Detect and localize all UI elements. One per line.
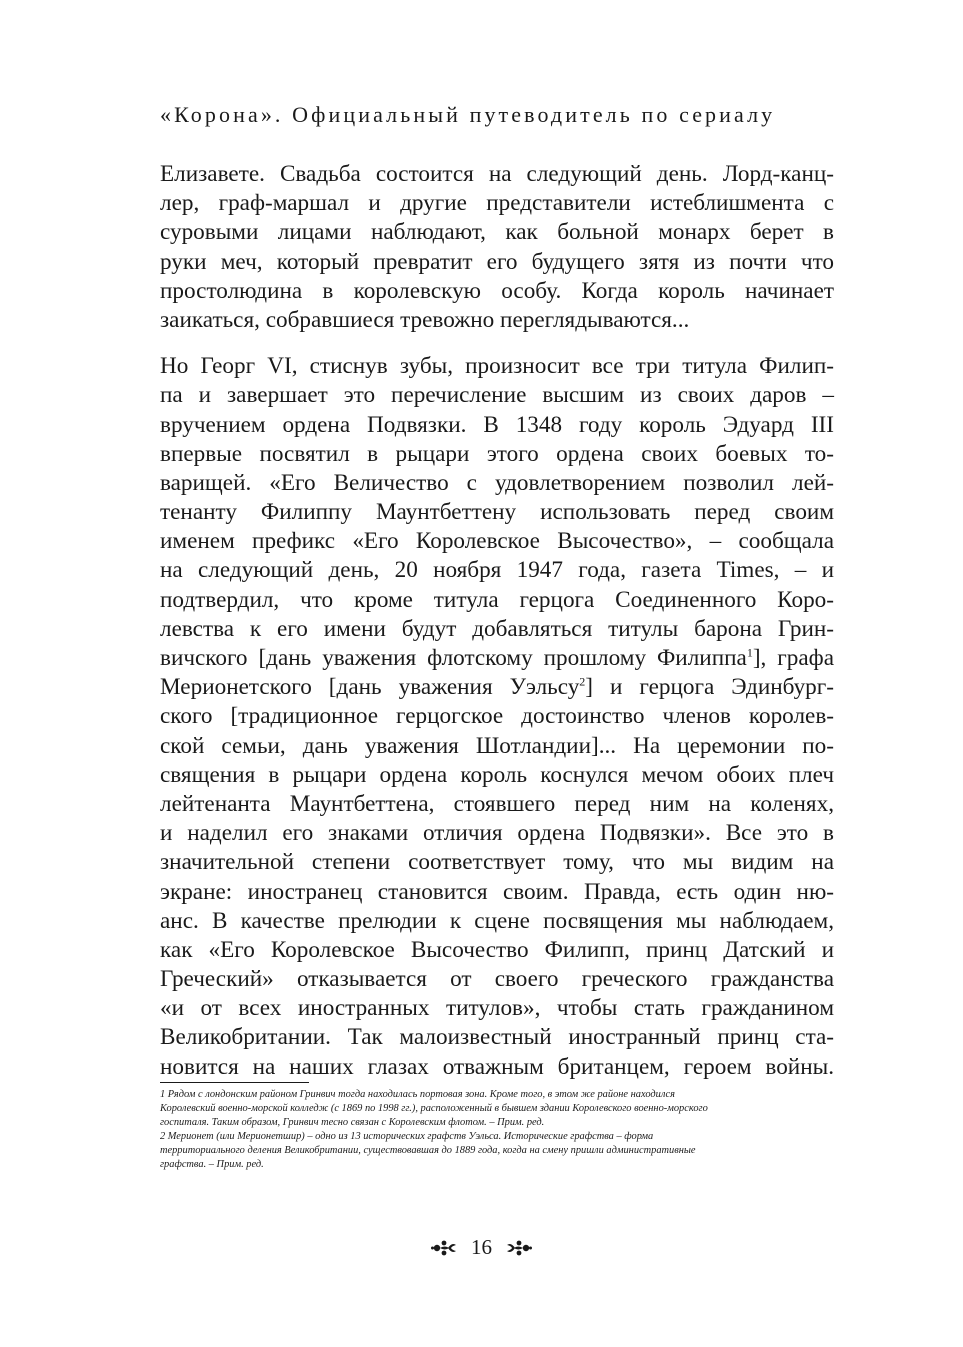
text-line: па и завершает это перечисление высшим из своих даров –: [160, 382, 834, 409]
text-line: на следующий день, 20 ноября 1947 года, газета Times, – и: [160, 557, 834, 584]
footnote-line: графства. – Прим. ред.: [160, 1159, 264, 1170]
text-line: как «Его Королевское Высочество Филипп, принц Датский и: [160, 936, 834, 963]
footnote-rule: [160, 1082, 309, 1083]
footnote-line: 2 Мерионет (или Мерионетшир) – одно из 13 исторических графств Уэльса. Исторические графства – форма: [160, 1131, 654, 1142]
text-line: левства к его имени будут добавляться титулы барона Грин-: [160, 615, 834, 642]
text-line: простолюдина в королевскую особу. Когда король начинает: [160, 277, 834, 304]
running-head: «Корона». Официальный путеводитель по сериалу: [160, 102, 776, 127]
paragraph-2: [160, 352, 834, 1082]
text-line: и наделил его знаками отличия ордена Подвязки». Все это в: [160, 820, 834, 847]
text-line: новится на наших глазах отважным британцем, героем войны.: [160, 1053, 834, 1080]
text-line: экране: иностранец становится своим. Правда, есть один ню-: [160, 878, 834, 905]
footnote-line: 1 Рядом с лондонским районом Гринвич тогда находилась портовая зона. Кроме того, в этом же районе находился: [160, 1089, 675, 1100]
paragraph-1: [160, 160, 834, 335]
text-line: впервые посвятил в рыцари этого ордена своих боевых то-: [160, 440, 834, 467]
text-line: руки меч, который превратит его будущего зятя из почти что: [160, 248, 834, 275]
text-line: Но Георг VI, стиснув зубы, произносит все три титула Филип-: [160, 353, 834, 380]
text-segment: ] и герцога Эдинбург-: [585, 674, 834, 701]
footnote-line: Королевский военно-морской колледж (с 1869 по 1998 гг.), расположенный в бывшем здании Королевского военно-морского: [160, 1103, 708, 1114]
text-line: лейтенанта Маунтбеттена, стоявшего перед ним на коленях,: [160, 790, 834, 817]
footnote-ref-1: 1: [746, 645, 753, 660]
text-line: заикаться, собравшиеся тревожно переглядываются...: [160, 306, 690, 333]
text-line: «и от всех иностранных титулов», чтобы стать гражданином: [160, 995, 834, 1022]
text-line: варищей. «Его Величество с удовлетворением позволил лей-: [160, 469, 834, 496]
text-line-with-footnote-ref: [160, 673, 834, 702]
text-line: суровыми лицами наблюдают, как больной монарх берет в: [160, 219, 834, 246]
text-line: ского [традиционное герцогское достоинство членов королев-: [160, 703, 834, 730]
body-text: [160, 160, 834, 1099]
text-segment: Мерионетского [дань уважения Уэльсу: [160, 674, 580, 701]
text-line: именем префикс «Его Королевское Высочество», – сообщала: [160, 528, 834, 555]
fleuron-right-icon: [506, 1239, 532, 1257]
footnote-ref-2: 2: [579, 674, 586, 689]
text-line: подтвердил, что кроме титула герцога Соединенного Коро-: [160, 586, 834, 613]
text-line: Елизавете. Свадьба состоится на следующий день. Лорд-канц-: [160, 161, 834, 187]
text-line: Великобритании. Так малоизвестный иностранный принц ста-: [160, 1024, 834, 1051]
text-line-with-footnote-ref: [160, 644, 834, 673]
text-line: значительной степени соответствует тому, что мы видим на: [160, 849, 834, 876]
text-line: тенанту Филиппу Маунтбеттену использовать перед своим: [160, 499, 834, 526]
text-line: Греческий» отказывается от своего греческого гражданства: [160, 966, 834, 993]
page-footer: [0, 1235, 963, 1263]
text-segment: вичского [дань уважения флотскому прошлому Филиппа: [160, 645, 747, 671]
text-line: священия в рыцари ордена король коснулся мечом обоих плеч: [160, 761, 834, 788]
footnote-line: госпиталя. Таким образом, Гринвич тесно связан с Королевским флотом. – Прим. ред.: [160, 1117, 545, 1128]
text-line: анс. В качестве прелюдии к сцене посвящения мы наблюдаем,: [160, 907, 834, 934]
text-line: ской семьи, дань уважения Шотландии]... На церемонии по-: [160, 732, 834, 759]
footnotes: [160, 1088, 834, 1172]
page-number: 16: [471, 1235, 492, 1259]
text-segment: ], графа: [752, 645, 834, 671]
text-line: вручением ордена Подвязки. В 1348 году король Эдуард III: [160, 411, 834, 438]
footnote-line: территориального деления Великобритании, существовавшая до 1889 года, когда на смену пришли административные: [160, 1145, 696, 1156]
text-line: лер, граф-маршал и другие представители истеблишмента с: [160, 190, 834, 217]
fleuron-left-icon: [431, 1239, 457, 1257]
